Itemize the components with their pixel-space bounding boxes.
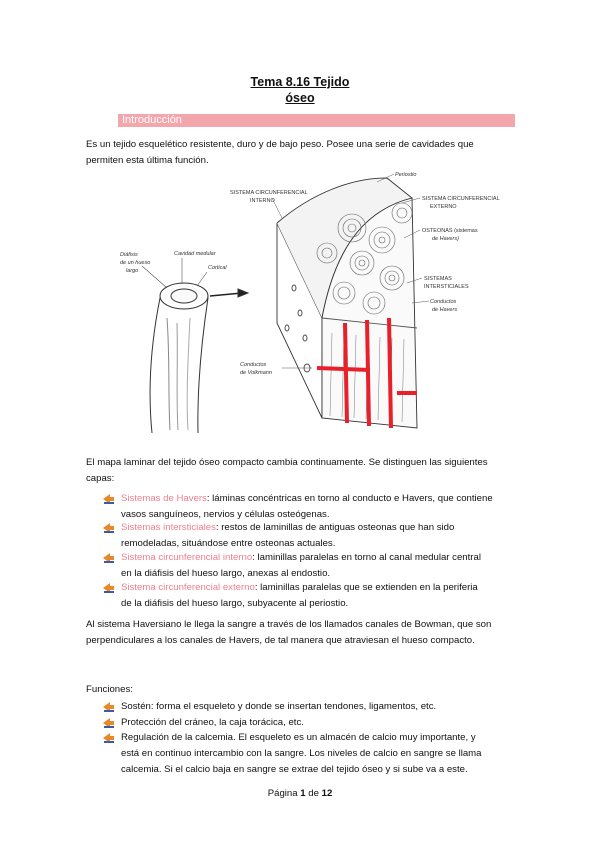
page-footer: Página 1 de 12 — [267, 788, 333, 799]
mapa-laminar-paragraph: El mapa laminar del tejido óseo compacto cambia continuamente. Se distinguen las siguientes capas: — [86, 457, 488, 484]
section-heading-introduccion: Introducción — [118, 114, 515, 127]
label-osteonas-2: de Havers) — [432, 236, 459, 242]
long-bone-drawing — [142, 258, 248, 433]
page-title: Tema 8.16 Tejido — [250, 75, 350, 89]
list-item: Sistema circunferencial externo: laminillas paralelas que se extienden en la periferia de la diáfisis del hueso largo, subyacente al periostio. — [103, 580, 523, 612]
list-item: Sistema circunferencial interno: laminillas paralelas en torno al canal medular central en la diáfisis del hueso largo, anexas al endostio. — [103, 550, 523, 582]
label-cortical: Cortical — [208, 265, 227, 271]
label-conductos-havers: Conductos — [430, 299, 457, 305]
label-diafisis-3: largo — [126, 268, 139, 274]
list-item: Protección del cráneo, la caja torácica, etc. — [103, 715, 523, 731]
funciones-heading: Funciones: — [86, 684, 133, 695]
list-item: Sostén: forma el esqueleto y donde se insertan tendones, ligamentos, etc. — [103, 699, 523, 715]
label-cavidad-medular: Cavidad medular — [174, 251, 216, 257]
bullet-icon — [103, 523, 115, 533]
label-volkmann: Conductos — [240, 362, 267, 368]
list-item: Sistemas intersticiales: restos de laminillas de antiguas osteonas que han sido remodeladas, situándose entre osteonas actuales. — [103, 520, 523, 552]
blood-supply-paragraph: Al sistema Haversiano le llega la sangre a través de los llamados canales de Bowman, que son perpendiculares a los canales de Havers, de tal manera que atraviesan el hueso compacto. — [86, 619, 492, 646]
bullet-icon — [103, 702, 115, 712]
list-item: Regulación de la calcemia. El esqueleto es un almacén de calcio muy importante, y está en continuo intercambio con la sangre. Los niveles de calcio en sangre se llama calcemia. Si el calcio baja en sangre se extrae del tejido óseo y si sube va a este. — [103, 730, 523, 778]
label-sistemas: SISTEMAS — [424, 276, 452, 282]
intro-paragraph: Es un tejido esquelético resistente, duro y de bajo peso. Posee una serie de cavidades que permiten esta última función. — [86, 139, 474, 166]
bullet-icon — [103, 553, 115, 563]
label-volkmann-2: de Volkmann — [240, 370, 272, 376]
bone-labels-left — [120, 251, 227, 274]
label-sistemas-2: INTERSTICIALES — [424, 284, 469, 290]
bullet-icon — [103, 494, 115, 504]
label-sce-2: EXTERNO — [430, 204, 457, 210]
label-osteonas: OSTEONAS (sistemas — [422, 228, 478, 234]
page-title-line2: óseo — [285, 91, 315, 105]
label-sci: SISTEMA CIRCUNFERENCIAL — [230, 190, 308, 196]
bone-tissue-figure — [112, 168, 500, 436]
label-sci-2: INTERNO — [250, 198, 275, 204]
label-diafisis: Diáfisis — [120, 252, 138, 258]
label-conductos-havers-2: de Havers — [432, 307, 458, 313]
list-item: Sistemas de Havers: láminas concéntricas en torno al conducto e Havers, que contiene vasos sanguíneos, nervios y células osteógenas. — [103, 491, 523, 523]
bullet-icon — [103, 583, 115, 593]
bullet-icon — [103, 718, 115, 728]
bullet-icon — [103, 733, 115, 743]
label-diafisis-2: de un hueso — [120, 260, 151, 266]
label-periostio: Periostio — [395, 172, 417, 178]
label-sce: SISTEMA CIRCUNFERENCIAL — [422, 196, 500, 202]
